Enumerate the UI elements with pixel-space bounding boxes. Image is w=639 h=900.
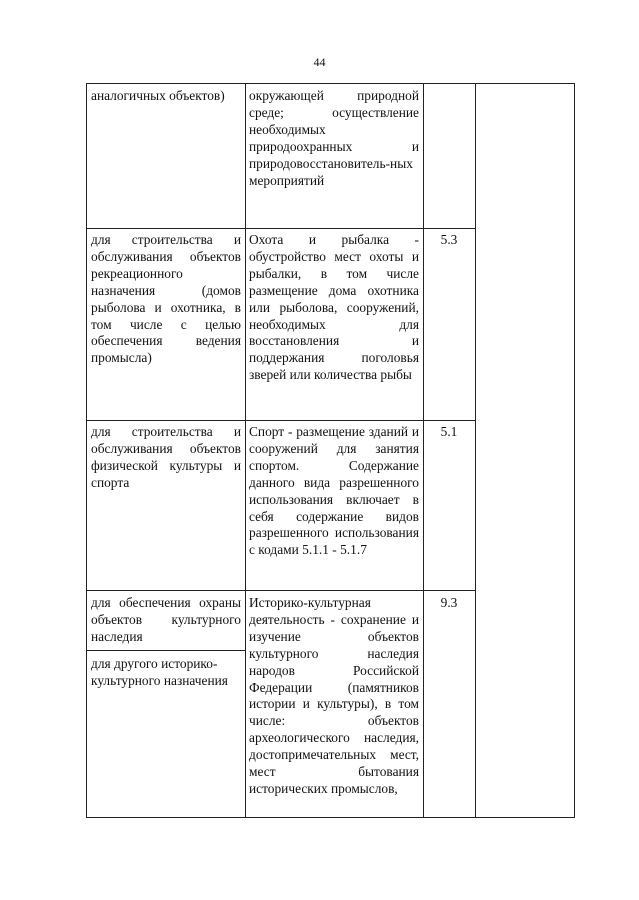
row-3-purpose: для строительства и обслуживания объектов физической культуры и спорта [91,424,241,490]
row-divider-2 [86,420,476,421]
row-3-code: 5.1 [440,424,458,439]
row-4-purpose-extra: для другого историко-культурного назначения [91,656,228,688]
row-4-code: 9.3 [440,595,458,610]
table-border-right [574,83,575,818]
row-4-description: Историко-культурная деятельность - сохранение и изучение объектов культурного наследия народов Российской Федерации (памятников истории и культуры), в том числе: объектов археологического наследия, достопримечательных мест, мест бытования исторических промыслов, [249,595,419,796]
table-column-divider-1 [245,83,246,818]
row-2-purpose: для строительства и обслуживания объектов рекреационного назначения (домов рыболова и охотника, в том числе с целью обеспечения ведения промысла) [91,232,241,366]
row-divider-1 [86,228,476,229]
table-border-left [86,83,87,818]
row-2-description: Охота и рыбалка - обустройство мест охоты и рыбалки, в том числе размещение дома охотника или рыболова, сооружений, необходимых для восстановления и поддержания поголовья зверей или количества рыбы [249,232,419,383]
row-1-description: окружающей природной среде; осуществление необходимых природоохранных и природовосстановитель-ных мероприятий [249,88,419,188]
page-number: 44 [313,55,326,69]
row-1-purpose: аналогичных объектов) [91,88,225,103]
row-divider-3 [86,590,476,591]
row-2-code: 5.3 [440,232,458,247]
table-border-top [86,83,575,84]
table-column-divider-2 [423,83,424,818]
row-4-purpose: для обеспечения охраны объектов культурного наследия [91,595,241,644]
sub-row-divider [86,650,246,651]
row-3-description: Спорт - размещение зданий и сооружений для занятия спортом. Содержание данного вида разрешенного использования включает в себя содержание видов разрешенного использования с кодами 5.1.1 - 5.1.7 [249,424,419,558]
table-column-divider-3 [475,83,476,818]
table-border-bottom [86,817,575,818]
